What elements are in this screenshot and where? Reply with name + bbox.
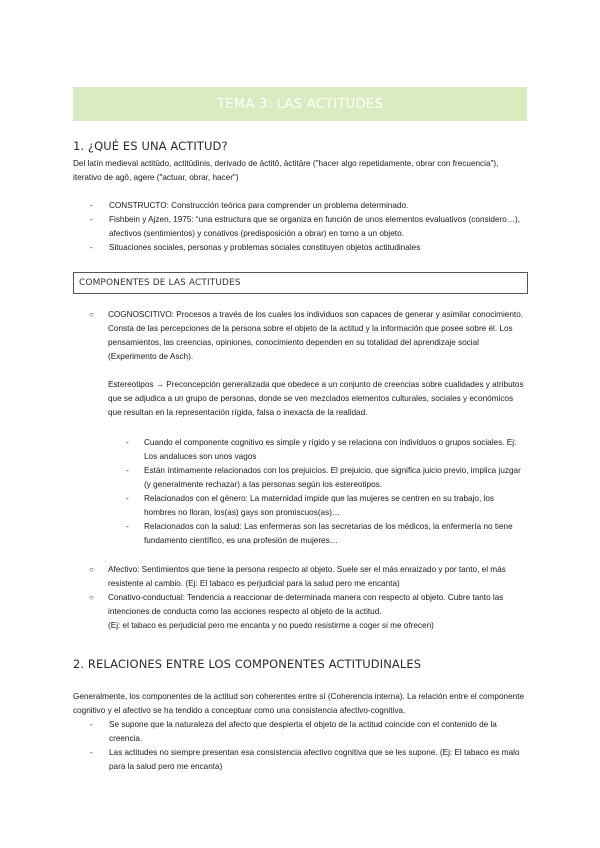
list-item-text: Relacionados con la salud: Las enfermeras son las secretarias de los médicos, la enfermería no tiene fundamento científico, es una profesión de mujeres…: [144, 522, 513, 545]
circle-bullet: ○: [89, 310, 94, 319]
list-item-text: Situaciones sociales, personas y problemas sociales constituyen objetos actitudinales: [109, 243, 421, 252]
list-item-text: Relacionados con el género: La maternidad impide que las mujeres se centren en su trabajo, los hombres no lloran, los(as) gays son promiscuos(as)…: [144, 494, 494, 517]
conative-item: [73, 591, 528, 633]
list-item: [73, 241, 528, 255]
dash-bullet: -: [90, 243, 93, 252]
components-box: [73, 272, 528, 294]
dash-bullet: -: [90, 720, 93, 729]
title-banner: [73, 87, 527, 121]
list-item-text: Están íntimamente relacionados con los prejuicios. El prejuicio, que significa juicio previo, implica juzgar (y generalmente rechazar) a las personas según los estereotipos.: [144, 466, 521, 489]
cognitive-text: COGNOSCITIVO: Procesos a través de los cuales los individuos son capaces de generar y asimilar conocimiento. Consta de las percepciones de la persona sobre el objeto de la actitud y la información que posee sobre él. Los pensamientos, las creencias, opiniones, conocimiento dependen en su totalidad del aprendizaje social (Experimento de Asch).: [108, 310, 524, 361]
affective-item: [73, 563, 528, 591]
circle-bullet: ○: [89, 565, 94, 574]
conative-text: Conativo-conductual: Tendencia a reaccionar de determinada manera con respecto al objeto. Cubre tanto las intenciones de conducta como las acciones respecto al objeto de la actitud.: [108, 593, 504, 616]
definition-list: [73, 199, 528, 255]
circle-bullet: ○: [89, 593, 94, 602]
section2-intro: Generalmente, los componentes de la actitud son coherentes entre sí (Coherencia interna). La relación entre el componente cognitivo y el afectivo se ha tendido a conceptuar como una consistencia afectivo-cognitiva.: [73, 692, 525, 715]
list-item-text: CONSTRUCTO: Construcción teórica para comprender un problema determinado.: [109, 201, 409, 210]
cognitive-item: [73, 308, 528, 420]
list-item: [108, 464, 528, 492]
affective-text: Afectivo: Sentimientos que tiene la persona respecto al objeto. Suele ser el más enraizado y por tanto, el más resistente al cambio. (Ej: El tabaco es perjudicial para la salud pero me encanta): [108, 565, 506, 588]
dash-bullet: -: [126, 494, 129, 503]
list-item-text: Las actitudes no siempre presentan esa consistencia afectivo cognitiva que se les supone. (Ej: El tabaco es malo para la salud pero me encanta): [109, 748, 520, 771]
dash-bullet: -: [90, 215, 93, 224]
section1-intro: Del latín medieval actitūdo, actitūdinis, derivado de āctitō, āctitāre ("hacer algo repetidamente, obrar con frecuencia"), iterativo de agō, agere ("actuar, obrar, hacer"): [73, 159, 499, 182]
dash-bullet: -: [90, 201, 93, 210]
list-item: [73, 213, 528, 241]
stereotypes-text: Estereotipos → Preconcepción generalizada que obedece a un conjunto de creencias sobre cualidades y atributos que se adjudica a un grupo de personas, donde se ven mezclados elementos culturales, sociales y económicos que resultan en la representación rígida, falsa o inexacta de la realidad.: [108, 380, 524, 417]
dash-bullet: -: [126, 466, 129, 475]
list-item: [73, 199, 528, 213]
dash-bullet: -: [126, 438, 129, 447]
list-item: [108, 492, 528, 520]
list-item-text: Cuando el componente cognitivo es simple y rígido y se relaciona con individuos o grupos sociales. Ej: Los andaluces son unos vagos: [144, 438, 517, 461]
list-item: [108, 436, 528, 464]
page-title: TEMA 3: LAS ACTITUDES: [217, 96, 383, 112]
list-item: [108, 520, 528, 548]
components-box-label: COMPONENTES DE LAS ACTITUDES: [79, 278, 241, 288]
list-item: [73, 718, 528, 746]
list-item-text: Se supone que la naturaleza del afecto que despierta el objeto de la actitud coincide con el contenido de la creencia.: [109, 720, 497, 743]
dash-bullet: -: [90, 748, 93, 757]
section-heading-1: 1. ¿QUÉ ES UNA ACTITUD?: [73, 139, 228, 153]
stereotype-list: [108, 436, 528, 548]
list-item: [73, 746, 528, 774]
dash-bullet: -: [126, 522, 129, 531]
conative-example: (Ej: el tabaco es perjudicial pero me encanta y no puedo resistirme a coger si me ofrecen): [108, 621, 434, 630]
section-heading-2: 2. RELACIONES ENTRE LOS COMPONENTES ACTITUDINALES: [73, 657, 422, 671]
relations-list: [73, 718, 528, 774]
list-item-text: Fishbein y Ajzen, 1975: “una estructura que se organiza en función de unos elementos evaluativos (considero…), afectivos (sentimientos) y conativos (predisposición a obrar) en torno a un objeto.: [109, 215, 520, 238]
